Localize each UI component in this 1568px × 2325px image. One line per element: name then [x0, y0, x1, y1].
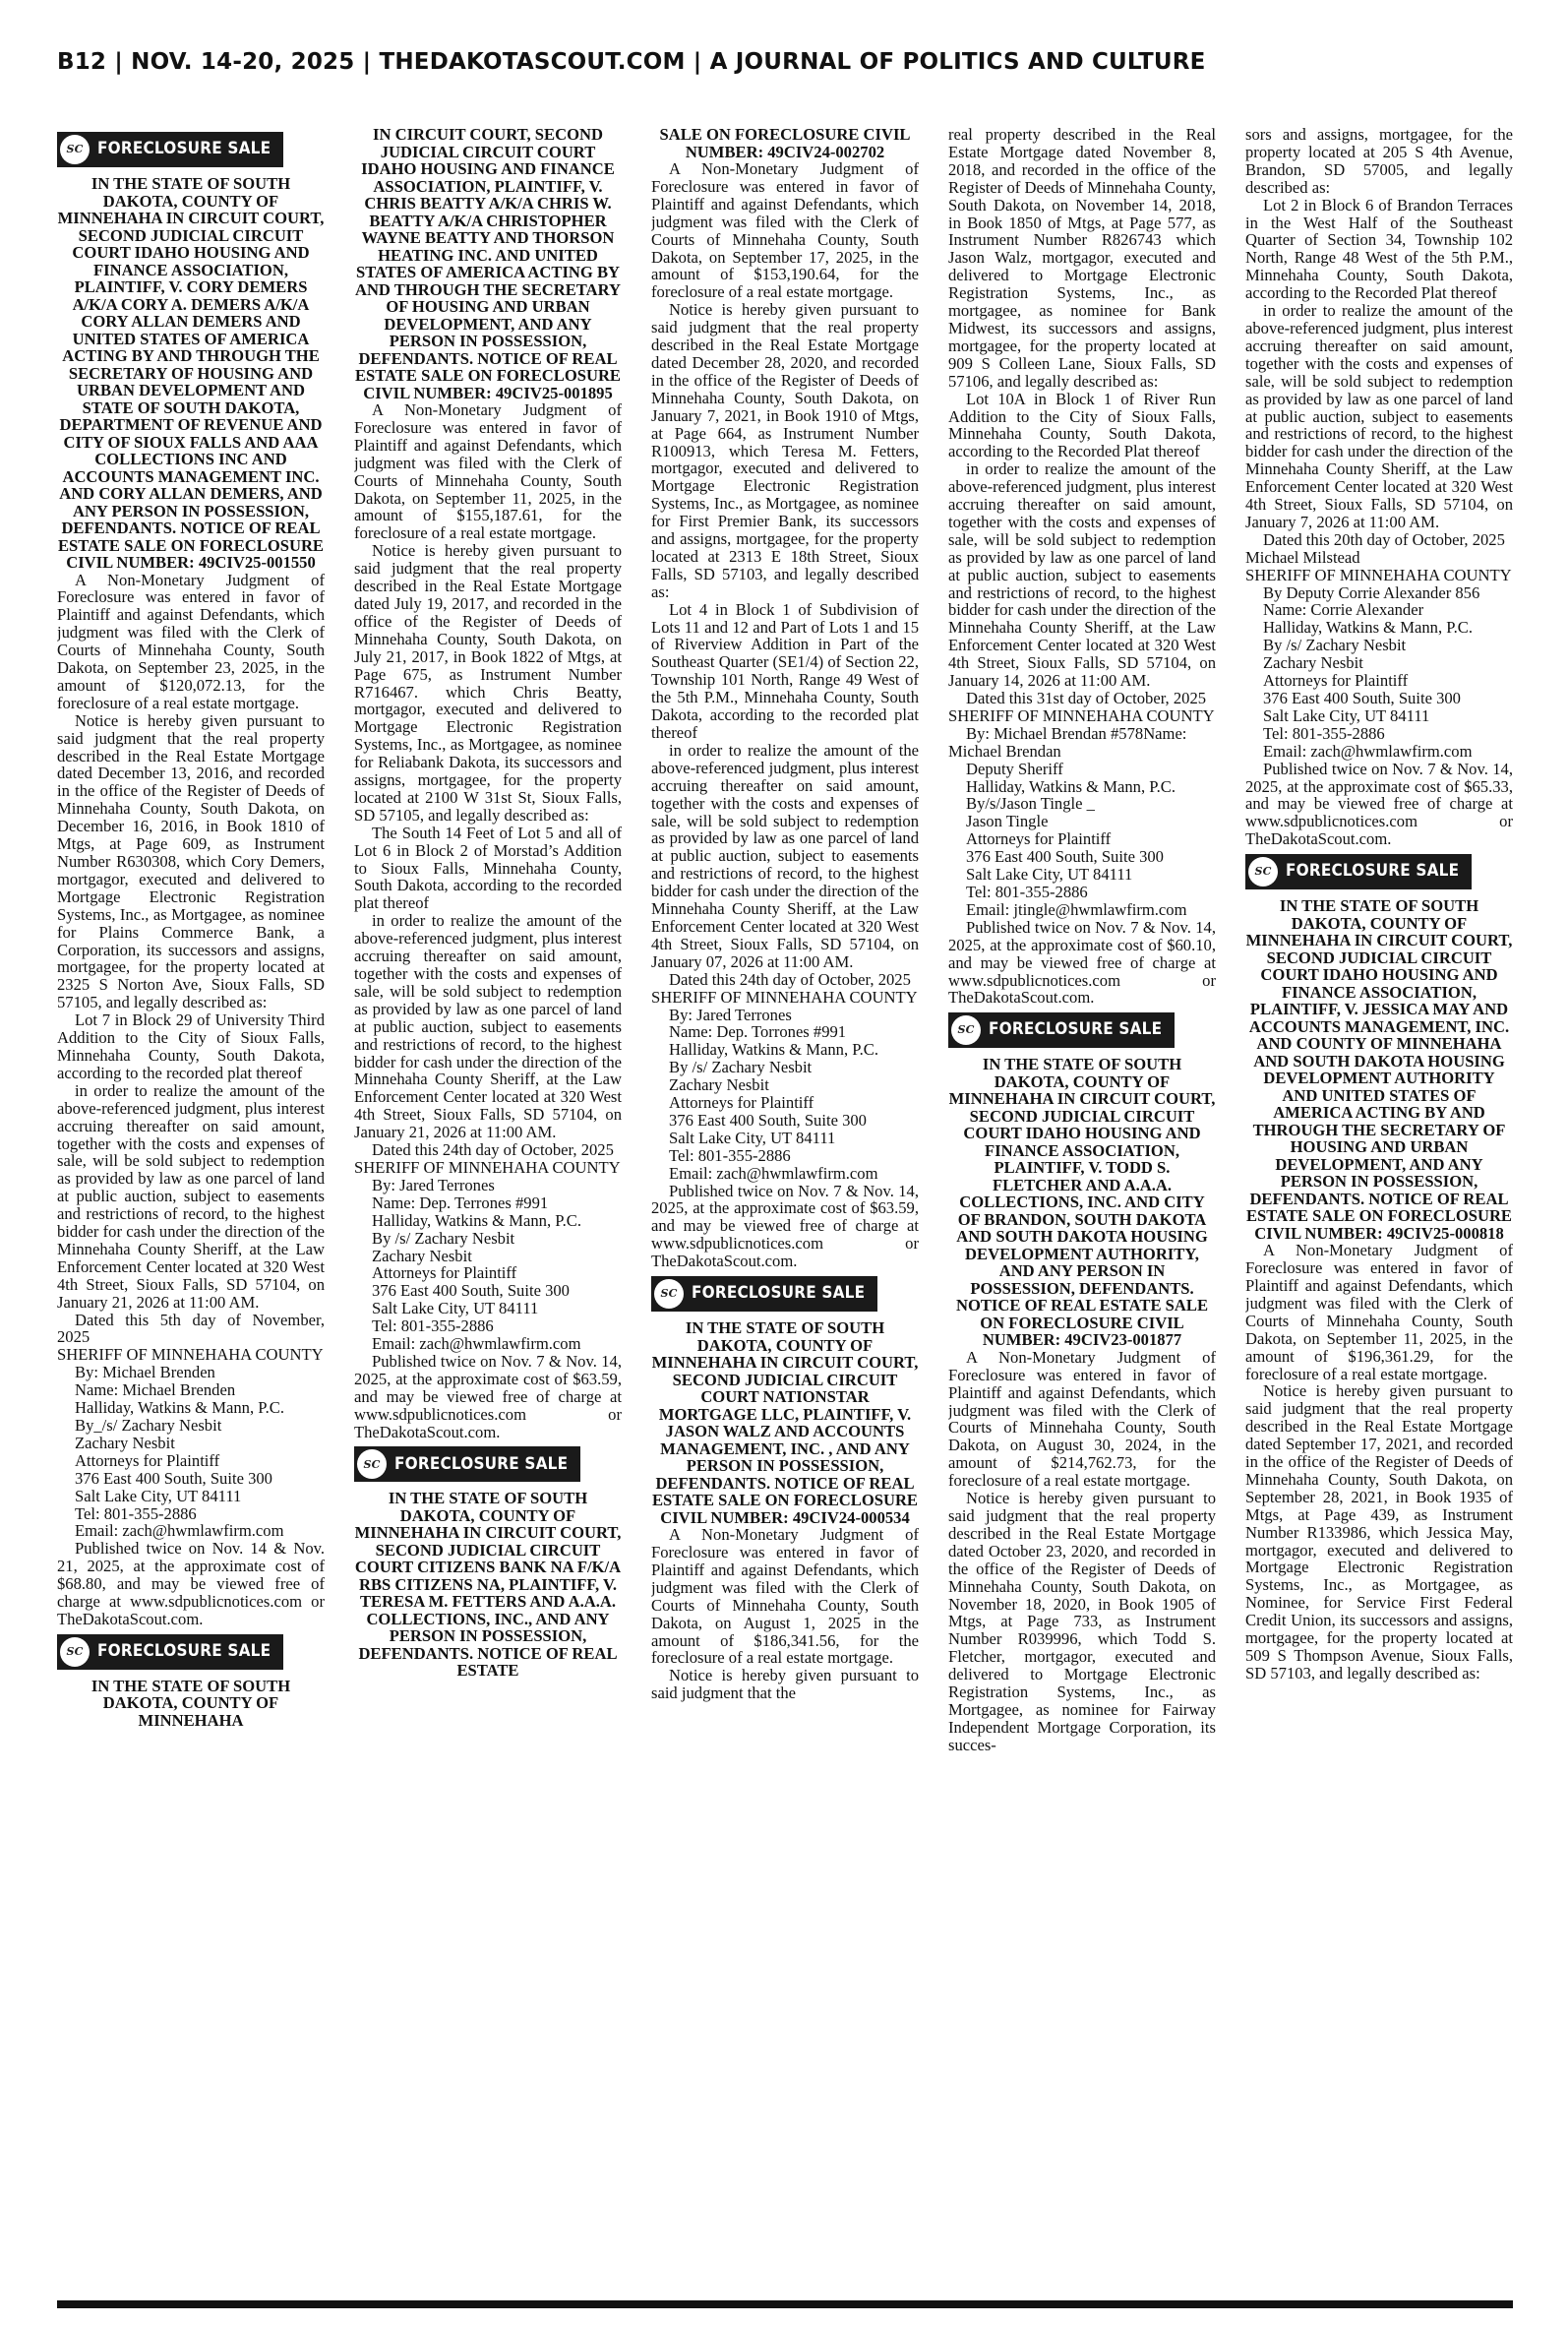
signature-line: 376 East 400 South, Suite 300	[75, 1468, 272, 1488]
notice-caption: IN THE STATE OF SOUTH DAKOTA, COUNTY OF MINNEHAHA IN CIRCUIT COURT, SECOND JUDICIAL CIRCUIT COURT CITIZENS BANK NA F/K/A RBS CITIZENS NA, PLAINTIFF, V. TERESA M. FETTERS AND A.A.A. COLLECTIONS, INC., AND ANY PERSON IN POSSESSION, DEFENDANTS. NOTICE OF REAL ESTATE	[354, 1489, 622, 1681]
banner-label: FORECLOSURE SALE	[394, 1453, 569, 1474]
section-banner	[948, 1012, 1175, 1048]
signature-line: Halliday, Watkins & Mann, P.C.	[75, 1398, 284, 1418]
notice-paragraph: A Non-Monetary Judgment of Foreclosure was entered in favor of Plaintiff and against Defendants, which judgment was filed with the Clerk of Courts of Minnehaha County, South Dakota, on September 17, 2025, in the amount of $153,190.64, for the foreclosure of a real estate mortgage.	[651, 159, 919, 302]
dated-line: Dated this 24th day of October, 2025	[372, 1140, 614, 1160]
notice-paragraph: A Non-Monetary Judgment of Foreclosure was entered in favor of Plaintiff and against Defendants, which judgment was filed with the Clerk of Courts of Minnehaha County, South Dakota, on September 11, 2025, in the amount of $155,187.61, for the foreclosure of a real estate mortgage.	[354, 400, 622, 543]
legal-description: Lot 7 in Block 29 of University Third Addition to the City of Sioux Falls, Minnehaha County, South Dakota, according to the recorded plat thereof	[57, 1010, 325, 1082]
signature-line: Salt Lake City, UT 84111	[372, 1299, 539, 1318]
signature-line: SHERIFF OF MINNEHAHA COUNTY	[1245, 565, 1512, 584]
notice-paragraph: A Non-Monetary Judgment of Foreclosure was entered in favor of Plaintiff and against Defendants, which judgment was filed with the Clerk of Courts of Minnehaha County, South Dakota, on August 1, 2025 in the amount of $186,341.56, for the foreclosure of a real estate mortgage.	[651, 1525, 919, 1668]
legal-description: The South 14 Feet of Lot 5 and all of Lot 6 in Block 2 of Morstad’s Addition to Sioux Falls, Minnehaha County, South Dakota, according to the recorded plat thereof	[354, 823, 622, 913]
signature-line: By /s/ Zachary Nesbit	[1263, 636, 1407, 655]
signature-line: Attorneys for Plaintiff	[966, 829, 1112, 849]
notice-caption: SALE ON FORECLOSURE CIVIL NUMBER: 49CIV24-002702	[659, 126, 911, 161]
signature-line: By: Jared Terrones	[669, 1005, 792, 1024]
notice-paragraph: in order to realize the amount of the above-referenced judgment, plus interest accruing thereafter on said amount, together with the costs and expenses of sale, will be sold subject to redemption as provided by law as one parcel of land at public auction, subject to easements and restrictions of record, to the highest bidder for cash under the direction of the Minnehaha County Sheriff, at the Law Enforcement Center located at 320 West 4th Street, Sioux Falls, SD 57104, on January 21, 2026 at 11:00 AM.	[354, 911, 622, 1142]
banner-label: FORECLOSURE SALE	[97, 139, 271, 159]
signature-line: Name: Michael Brenden	[75, 1380, 236, 1400]
email-line: Email: zach@hwmlawfirm.com	[372, 1334, 581, 1354]
banner-label: FORECLOSURE SALE	[989, 1019, 1163, 1040]
signature-line: Salt Lake City, UT 84111	[1263, 705, 1430, 725]
publication-note: Published twice on Nov. 7 & Nov. 14, 2025, at the approximate cost of $65.33, and may be viewed free of charge at www.sdpublicnotices.com or TheDakotaScout.com.	[1245, 759, 1513, 849]
notice-caption: IN THE STATE OF SOUTH DAKOTA, COUNTY OF MINNEHAHA	[90, 1676, 291, 1730]
signature-line: Tel: 801-355-2886	[669, 1145, 791, 1165]
signature-line: By: Michael Brendan #578Name: Michael Brendan	[948, 723, 1187, 761]
column-5	[1245, 126, 1513, 2286]
scout-seal-icon: SC	[951, 1015, 981, 1045]
signature-line: Tel: 801-355-2886	[966, 882, 1088, 901]
notice-paragraph: Notice is hereby given pursuant to said judgment that the real property described in the Real Estate Mortgage dated September 17, 2021, and recorded in the office of the Register of Deeds of Minnehaha County, South Dakota, on September 28, 2021, in Book 1935 of Mtgs, at Page 439, as Instrument Number R133986, which Jessica May, mortgagor, executed and delivered to Mortgage Electronic Registration Systems, Inc., as Mortgagee, as Nominee, for Service First Federal Credit Union, its successors and assigns, mortgagee, for the property located at 509 S Thompson Avenue, Sioux Falls, SD 57103, and legally described as:	[1245, 1381, 1513, 1683]
signature-line: Salt Lake City, UT 84111	[669, 1128, 836, 1147]
signature-line: By_/s/ Zachary Nesbit	[75, 1416, 222, 1435]
signature-line: By Deputy Corrie Alexander 856	[1263, 582, 1480, 602]
signature-line: Salt Lake City, UT 84111	[966, 865, 1133, 885]
banner-label: FORECLOSURE SALE	[1286, 861, 1460, 882]
dated-line: Dated this 5th day of November, 2025	[57, 1310, 325, 1347]
column-2	[354, 126, 622, 2286]
column-4	[948, 126, 1216, 2286]
signature-line: 376 East 400 South, Suite 300	[966, 847, 1164, 867]
dated-line: Dated this 24th day of October, 2025	[669, 969, 911, 989]
banner-label: FORECLOSURE SALE	[692, 1283, 866, 1304]
signature-line: Name: Dep. Terrones #991	[372, 1193, 549, 1212]
scout-seal-icon: SC	[654, 1279, 684, 1309]
publication-note: Published twice on Nov. 7 & Nov. 14, 2025, at the approximate cost of $60.10, and may be viewed free of charge at www.sdpublicnotices.com or TheDakotaScout.com.	[948, 917, 1216, 1008]
signature-line: Zachary Nesbit	[1263, 653, 1363, 673]
notice-paragraph: Notice is hereby given pursuant to said judgment that the real property described in the Real Estate Mortgage dated October 23, 2020, and recorded in the office of the Register of Deeds of Minnehaha County, South Dakota, on November 18, 2020, in Book 1905 of Mtgs, at Page 733, as Instrument Number R039996, which Todd S. Fletcher, mortgagor, executed and delivered to Mortgage Electronic Registration Systems, Inc., as Mortgagee, as nominee for Fairway Independent Mortgage Corporation, its succes-	[948, 1489, 1216, 1754]
signature-line: 376 East 400 South, Suite 300	[669, 1110, 867, 1130]
notice-caption: IN THE STATE OF SOUTH DAKOTA, COUNTY OF MINNEHAHA IN CIRCUIT COURT, SECOND JUDICIAL CIRCUIT COURT IDAHO HOUSING AND FINANCE ASSOCIATION, PLAINTIFF, V. JESSICA MAY AND ACCOUNTS MANAGEMENT, INC. AND COUNTY OF MINNEHAHA AND SOUTH DAKOTA HOUSING DEVELOPMENT AUTHORITY AND UNITED STATES OF AMERICA ACTING BY AND THROUGH THE SECRETARY OF HOUSING AND URBAN DEVELOPMENT, AND ANY PERSON IN POSSESSION, DEFENDANTS. NOTICE OF REAL ESTATE SALE ON FORECLOSURE CIVIL NUMBER: 49CIV25-000818	[1245, 896, 1513, 1243]
scout-seal-icon: SC	[357, 1449, 387, 1479]
section-banner	[57, 132, 283, 167]
signature-line: Salt Lake City, UT 84111	[75, 1486, 242, 1505]
dated-line: Dated this 31st day of October, 2025	[966, 689, 1207, 707]
signature-line: Name: Dep. Torrones #991	[669, 1022, 847, 1042]
legal-description: Lot 10A in Block 1 of River Run Addition to the City of Sioux Falls, Minnehaha County, South Dakota, according to the Recorded Plat thereof	[948, 389, 1216, 461]
section-banner	[354, 1446, 580, 1482]
notice-paragraph: Notice is hereby given pursuant to said judgment that the real property described in the Real Estate Mortgage dated July 19, 2017, and recorded in the office of the Register of Deeds of Minnehaha County, South Dakota, on July 21, 2017, in Book 1822 of Mtgs, at Page 675, as Instrument Number R716467. which Chris Beatty, mortgagor, executed and delivered to Mortgage Electronic Registration Systems, Inc., as Mortgagee, as nominee for Reliabank Dakota, its successors and assigns, mortgagee, for the property located at 2100 W 31st St, Sioux Falls, SD 57105, and legally described as:	[354, 541, 622, 825]
column-3	[651, 126, 919, 2286]
notice-paragraph: Notice is hereby given pursuant to said judgment that the real property described in the Real Estate Mortgage dated December 13, 2016, and recorded in the office of the Register of Deeds of Minnehaha County, South Dakota, on December 16, 2016, in Book 1810 of Mtgs, at Page 609, as Instrument Number R630308, which Cory Demers, mortgagor, executed and delivered to Mortgage Electronic Registration Systems, Inc., as Mortgagee, as nominee for Plains Commerce Bank, a Corporation, its successors and assigns, mortgagee, for the property located at 2325 S Norton Ave, Sioux Falls, SD 57105, and legally described as:	[57, 710, 325, 1012]
signature-line: By /s/ Zachary Nesbit	[372, 1228, 515, 1248]
notice-paragraph: in order to realize the amount of the above-referenced judgment, plus interest accruing thereafter on said amount, together with the costs and expenses of sale, will be sold subject to redemption as provided by law as one parcel of land at public auction, subject to easements and restrictions of record, to the highest bidder for cash under the direction of the Minnehaha County Sheriff, at the Law Enforcement Center located at 320 West 4th Street, Sioux Falls, SD 57104, on January 14, 2026 at 11:00 AM.	[948, 459, 1216, 691]
signature-line: Jason Tingle	[966, 812, 1049, 831]
signature-line: Michael Milstead	[1245, 547, 1360, 567]
notice-caption: IN CIRCUIT COURT, SECOND JUDICIAL CIRCUIT COURT IDAHO HOUSING AND FINANCE ASSOCIATION, PLAINTIFF, V. CHRIS BEATTY A/K/A CHRIS W. BEATTY A/K/A CHRISTOPHER WAYNE BEATTY AND THORSON HEATING INC. AND UNITED STATES OF AMERICA ACTING BY AND THROUGH THE SECRETARY OF HOUSING AND URBAN DEVELOPMENT, AND ANY PERSON IN POSSESSION, DEFENDANTS. NOTICE OF REAL ESTATE SALE ON FORECLOSURE CIVIL NUMBER: 49CIV25-001895	[354, 126, 622, 402]
email-line: Email: zach@hwmlawfirm.com	[669, 1163, 878, 1183]
column-1	[57, 126, 325, 2286]
notice-paragraph: A Non-Monetary Judgment of Foreclosure was entered in favor of Plaintiff and against Defendants, which judgment was filed with the Clerk of Courts of Minnehaha County, South Dakota, on August 30, 2024, in the amount of $214,762.73, for the foreclosure of a real estate mortgage.	[948, 1347, 1216, 1491]
signature-line: Name: Corrie Alexander	[1263, 600, 1424, 620]
publication-note: Published twice on Nov. 7 & Nov. 14, 2025, at the approximate cost of $63.59, and may be viewed free of charge at www.sdpublicnotices.com or TheDakotaScout.com.	[354, 1351, 622, 1441]
notice-paragraph: Notice is hereby given pursuant to said judgment that the real property described in the Real Estate Mortgage dated December 28, 2020, and recorded in the office of the Register of Deeds of Minnehaha County, South Dakota, on January 7, 2021, in Book 1910 of Mtgs, at Page 664, as Instrument Number R100913, which Teresa M. Fetters, mortgagor, executed and delivered to Mortgage Electronic Registration Systems, Inc., as Mortgagee, as nominee for First Premier Bank, its successors and assigns, mortgagee, for the property located at 2313 E 18th Street, Sioux Falls, SD 57103, and legally described as:	[651, 300, 919, 601]
dated-line: Dated this 20th day of October, 2025	[1263, 529, 1505, 549]
legal-notices-page	[57, 126, 1513, 2286]
banner-label: FORECLOSURE SALE	[97, 1640, 271, 1661]
section-banner	[57, 1634, 283, 1670]
notice-paragraph: in order to realize the amount of the above-referenced judgment, plus interest accruing thereafter on said amount, together with the costs and expenses of sale, will be sold subject to redemption as provided by law as one parcel of land at public auction, subject to easements and restrictions of record, to the highest bidder for cash under the direction of the Minnehaha County Sheriff, at the Law Enforcement Center located at 320 West 4th Street, Sioux Falls, SD 57104, on January 7, 2026 at 11:00 AM.	[1245, 301, 1513, 531]
notice-caption: IN THE STATE OF SOUTH DAKOTA, COUNTY OF MINNEHAHA IN CIRCUIT COURT, SECOND JUDICIAL CIRCUIT COURT IDAHO HOUSING AND FINANCE ASSOCIATION, PLAINTIFF, V. CORY DEMERS A/K/A CORY A. DEMERS A/K/A CORY ALLAN DEMERS AND UNITED STATES OF AMERICA ACTING BY AND THROUGH THE SECRETARY OF HOUSING AND URBAN DEVELOPMENT AND STATE OF SOUTH DAKOTA, DEPARTMENT OF REVENUE AND CITY OF SIOUX FALLS AND AAA COLLECTIONS INC AND ACCOUNTS MANAGEMENT INC. AND CORY ALLAN DEMERS, AND ANY PERSON IN POSSESSION, DEFENDANTS. NOTICE OF REAL ESTATE SALE ON FORECLOSURE CIVIL NUMBER: 49CIV25-001550	[57, 174, 325, 572]
masthead: B12 | NOV. 14-20, 2025 | THEDAKOTASCOUT.COM | A JOURNAL OF POLITICS AND CULTURE	[57, 49, 1206, 75]
signature-line: Tel: 801-355-2886	[75, 1503, 197, 1523]
scout-seal-icon: SC	[1248, 857, 1278, 887]
signature-line: By/s/Jason Tingle _	[966, 794, 1095, 814]
section-banner	[1245, 854, 1472, 889]
signature-line: SHERIFF OF MINNEHAHA COUNTY	[651, 987, 918, 1007]
notice-paragraph: in order to realize the amount of the above-referenced judgment, plus interest accruing thereafter on said amount, together with the costs and expenses of sale, will be sold subject to redemption as provided by law as one parcel of land at public auction, subject to easements and restrictions of record, to the highest bidder for cash under the direction of the Minnehaha County Sheriff, at the Law Enforcement Center located at 320 West 4th Street, Sioux Falls, SD 57104, on January 07, 2026 at 11:00 AM.	[651, 740, 919, 971]
scout-seal-icon: SC	[60, 1637, 90, 1667]
signature-line: Halliday, Watkins & Mann, P.C.	[1263, 618, 1473, 638]
signature-line: By: Michael Brenden	[75, 1363, 215, 1382]
signature-line: Halliday, Watkins & Mann, P.C.	[372, 1210, 581, 1230]
notice-paragraph: Notice is hereby given pursuant to said judgment that the	[651, 1666, 919, 1703]
notice-paragraph: A Non-Monetary Judgment of Foreclosure was entered in favor of Plaintiff and against Defendants, which judgment was filed with the Clerk of Courts of Minnehaha County, South Dakota, on September 11, 2025, in the amount of $196,361.29, for the foreclosure of a real estate mortgage.	[1245, 1241, 1513, 1383]
signature-line: By: Jared Terrones	[372, 1175, 495, 1194]
scout-seal-icon: SC	[60, 135, 90, 164]
signature-line: 376 East 400 South, Suite 300	[1263, 689, 1461, 707]
email-line: Email: zach@hwmlawfirm.com	[75, 1521, 284, 1541]
notice-paragraph: in order to realize the amount of the above-referenced judgment, plus interest accruing thereafter on said amount, together with the costs and expenses of sale, will be sold subject to redemption as provided by law as one parcel of land at public auction, subject to easements and restrictions of record, to the highest bidder for cash under the direction of the Minnehaha County Sheriff, at the Law Enforcement Center located at 320 West 4th Street, Sioux Falls, SD 57104, on January 21, 2026 at 11:00 AM.	[57, 1080, 325, 1312]
legal-description: Lot 4 in Block 1 of Subdivision of Lots 11 and 12 and Part of Lots 1 and 15 of Riverview Addition in Part of the Southeast Quarter (SE1/4) of Section 22, Township 101 North, Range 49 West of the 5th P.M., Minnehaha County, South Dakota, according to the recorded plat thereof	[651, 599, 919, 742]
bottom-rule	[57, 2300, 1513, 2308]
notice-paragraph: real property described in the Real Estate Mortgage dated November 8, 2018, and recorded in the office of the Register of Deeds of Minnehaha County, South Dakota, on November 14, 2018, in Book 1850 of Mtgs, at Page 577, as Instrument Number R826743 which Jason Walz, mortgagor, executed and delivered to Mortgage Electronic Registration Systems, Inc., as mortgagee, as nominee for Bank Midwest, its successors and assigns, mortgagee, for the property located at 909 S Colleen Lane, Sioux Falls, SD 57106, and legally described as:	[948, 126, 1216, 391]
signature-line: Halliday, Watkins & Mann, P.C.	[669, 1040, 878, 1060]
email-line: Email: jtingle@hwmlawfirm.com	[966, 899, 1187, 919]
signature-line: Tel: 801-355-2886	[1263, 723, 1385, 743]
email-line: Email: zach@hwmlawfirm.com	[1263, 741, 1473, 761]
signature-line: Tel: 801-355-2886	[372, 1316, 494, 1336]
signature-line: By /s/ Zachary Nesbit	[669, 1058, 813, 1077]
notice-paragraph: sors and assigns, mortgagee, for the property located at 205 S 4th Avenue, Brandon, SD 57005, and legally described as:	[1245, 126, 1513, 197]
signature-line: Attorneys for Plaintiff	[372, 1263, 517, 1283]
signature-line: SHERIFF OF MINNEHAHA COUNTY	[948, 705, 1215, 725]
notice-caption: IN THE STATE OF SOUTH DAKOTA, COUNTY OF MINNEHAHA IN CIRCUIT COURT, SECOND JUDICIAL CIRCUIT COURT NATIONSTAR MORTGAGE LLC, PLAINTIFF, V. JASON WALZ AND ACCOUNTS MANAGEMENT, INC. , AND ANY PERSON IN POSSESSION, DEFENDANTS. NOTICE OF REAL ESTATE SALE ON FORECLOSURE CIVIL NUMBER: 49CIV24-000534	[651, 1318, 919, 1527]
publication-note: Published twice on Nov. 14 & Nov. 21, 2025, at the approximate cost of $68.80, and may be viewed free of charge at www.sdpublicnotices.com or TheDakotaScout.com.	[57, 1539, 325, 1628]
signature-line: SHERIFF OF MINNEHAHA COUNTY	[57, 1345, 324, 1365]
signature-line: Halliday, Watkins & Mann, P.C.	[966, 776, 1176, 796]
signature-line: SHERIFF OF MINNEHAHA COUNTY	[354, 1157, 621, 1177]
signature-line: Zachary Nesbit	[669, 1075, 769, 1095]
legal-description: Lot 2 in Block 6 of Brandon Terraces in the West Half of the Southeast Quarter of Section 34, Township 102 North, Range 48 West of the 5th P.M., Minnehaha County, South Dakota, according to the Recorded Plat thereof	[1245, 195, 1513, 303]
notice-caption: IN THE STATE OF SOUTH DAKOTA, COUNTY OF MINNEHAHA IN CIRCUIT COURT, SECOND JUDICIAL CIRCUIT COURT IDAHO HOUSING AND FINANCE ASSOCIATION, PLAINTIFF, V. TODD S. FLETCHER AND A.A.A. COLLECTIONS, INC. AND CITY OF BRANDON, SOUTH DAKOTA AND SOUTH DAKOTA HOUSING DEVELOPMENT AUTHORITY, AND ANY PERSON IN POSSESSION, DEFENDANTS. NOTICE OF REAL ESTATE SALE ON FORECLOSURE CIVIL NUMBER: 49CIV23-001877	[948, 1055, 1216, 1350]
signature-line: Attorneys for Plaintiff	[1263, 671, 1409, 691]
section-banner	[651, 1276, 877, 1312]
signature-line: Attorneys for Plaintiff	[75, 1450, 220, 1470]
publication-note: Published twice on Nov. 7 & Nov. 14, 2025, at the approximate cost of $63.59, and may be viewed free of charge at www.sdpublicnotices.com or TheDakotaScout.com.	[651, 1181, 919, 1271]
signature-line: Zachary Nesbit	[75, 1433, 175, 1452]
signature-line: Zachary Nesbit	[372, 1246, 472, 1265]
signature-line: Attorneys for Plaintiff	[669, 1093, 814, 1113]
signature-line: Deputy Sheriff	[966, 759, 1063, 778]
signature-line: 376 East 400 South, Suite 300	[372, 1281, 570, 1301]
notice-paragraph: A Non-Monetary Judgment of Foreclosure was entered in favor of Plaintiff and against Defendants, which judgment was filed with the Clerk of Courts of Minnehaha County, South Dakota, on September 23, 2025, in the amount of $120,072.13, for the foreclosure of a real estate mortgage.	[57, 570, 325, 712]
